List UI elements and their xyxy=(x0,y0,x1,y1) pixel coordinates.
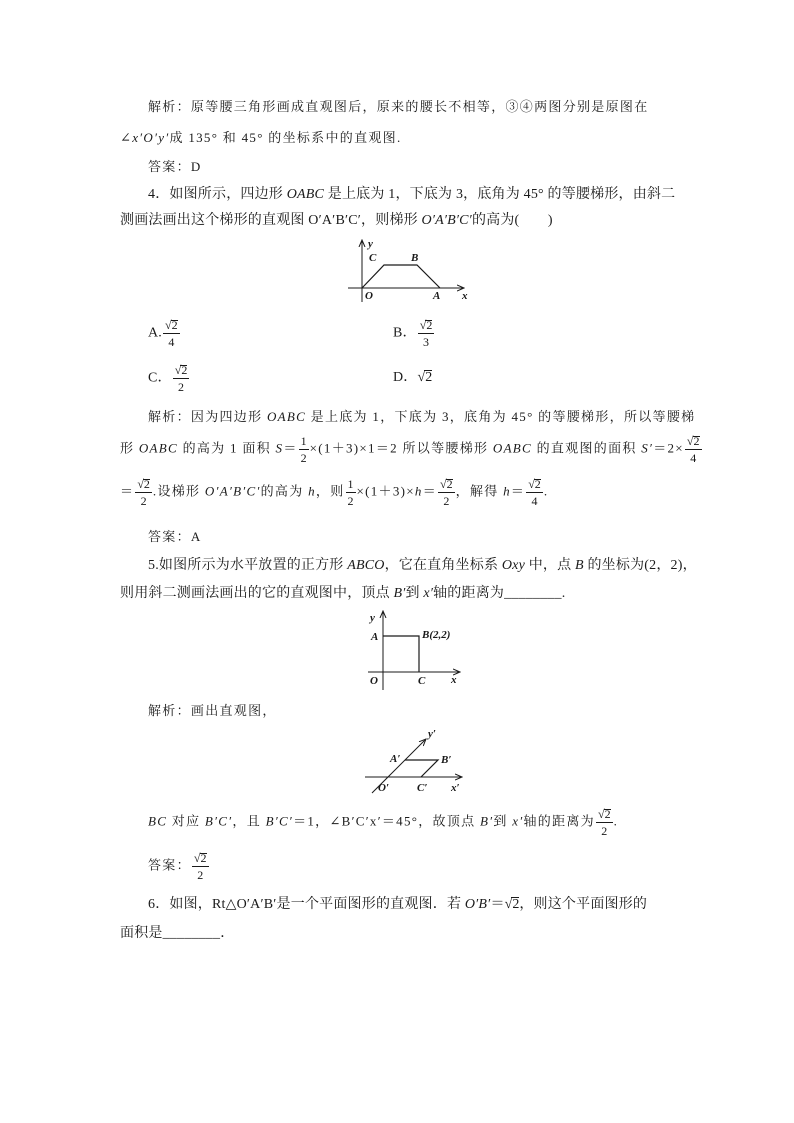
q4-solution-line3 xyxy=(120,477,548,508)
trapezoid-outline xyxy=(362,265,440,288)
text: ＝ xyxy=(490,897,505,912)
text: 的直观图的面积 xyxy=(532,440,642,456)
square-root: √2 xyxy=(528,477,541,491)
text: 5.如图所示为水平放置的正方形 xyxy=(148,558,348,573)
math-variable: x′O′y′ xyxy=(132,130,170,145)
vertex-b-prime-label: B′ xyxy=(441,754,452,766)
x-prime-axis-label: x′ xyxy=(451,782,460,794)
q4-solution-line2 xyxy=(120,434,703,465)
math-variable: h xyxy=(308,483,316,499)
fraction-denominator: 2 xyxy=(140,494,147,508)
text: 4．如图所示，四边形 xyxy=(148,187,287,202)
square-root: √2 xyxy=(419,318,433,332)
y-axis-label: y xyxy=(368,238,373,250)
q4-option-b xyxy=(393,318,435,349)
text: 则用斜二测画法画出的它的直观图中，顶点 xyxy=(120,586,394,601)
text: ，则 xyxy=(315,483,345,499)
text: 的高为( ) xyxy=(471,213,553,228)
square-root: √2 xyxy=(165,318,178,332)
text: ，且 xyxy=(232,813,266,829)
fraction xyxy=(596,807,613,838)
square-root: √2 xyxy=(174,363,188,377)
math-variable: B′C′ xyxy=(265,813,294,829)
q3-solution-line2 xyxy=(120,128,402,148)
text: ＝ xyxy=(510,483,526,499)
text: 到 xyxy=(405,586,424,601)
text: 解析：因为四边形 xyxy=(148,409,267,424)
math-variable: OABC xyxy=(492,440,533,456)
fraction-denominator: 4 xyxy=(531,494,538,508)
vertex-a-label: A xyxy=(433,290,441,302)
text: ，解得 xyxy=(455,483,504,499)
y-prime-axis xyxy=(372,739,426,793)
text: ，它在直角坐标系 xyxy=(384,558,502,573)
text: ∠ xyxy=(120,130,133,145)
fraction-denominator: 4 xyxy=(690,451,697,465)
math-variable: OABC xyxy=(138,440,179,456)
q3-solution-line1: 解析：原等腰三角形画成直观图后，原来的腰长不相等，③④两图分别是原图在 xyxy=(148,99,649,114)
square-root: √2 xyxy=(686,434,700,448)
fraction xyxy=(526,477,543,508)
text: 的高为 1 面积 xyxy=(178,440,276,456)
vertex-b-label: B xyxy=(411,252,419,264)
fraction-numerator xyxy=(685,434,702,450)
q4-option-a xyxy=(148,318,181,349)
fraction-numerator xyxy=(438,477,455,493)
fraction-denominator: 2 xyxy=(347,494,354,508)
text: 6．如图，Rt△O′A′B′是一个平面图形的直观图．若 xyxy=(148,897,465,912)
math-variable: O′B′ xyxy=(464,897,491,912)
vertex-c-label: C xyxy=(418,675,426,687)
math-variable: B xyxy=(575,558,584,573)
text: ，则这个平面图形的 xyxy=(519,897,648,912)
square-root: √2 xyxy=(193,851,207,865)
q4-option-d xyxy=(393,368,432,388)
text: 轴的距离为________. xyxy=(433,586,566,601)
text: 是上底为 1，下底为 3，底角为 45° 的等腰梯形，由斜二 xyxy=(324,187,676,202)
fraction xyxy=(418,318,435,349)
text: 形 xyxy=(120,440,139,456)
vertex-a-label: A xyxy=(371,631,379,643)
text: 中，点 xyxy=(525,558,576,573)
q4-option-c xyxy=(148,363,190,394)
text: ＝ xyxy=(283,440,298,456)
q5-stem-line1 xyxy=(148,556,697,576)
fraction xyxy=(299,434,309,465)
math-variable: OABC xyxy=(286,187,325,202)
text: 对应 xyxy=(167,813,205,829)
q3-answer: 答案：D xyxy=(148,159,202,174)
math-variable: h xyxy=(503,483,511,499)
q6-stem-line2: 面积是________． xyxy=(120,926,235,941)
fraction xyxy=(135,477,152,508)
math-variable: S′ xyxy=(641,440,654,456)
fraction-numerator xyxy=(135,477,152,493)
fraction-denominator: 2 xyxy=(197,868,204,882)
square-root: √2 xyxy=(597,807,611,821)
math-variable: B′ xyxy=(480,813,494,829)
math-variable: O′A′B′C′ xyxy=(204,483,261,499)
vertex-a-prime-label: A′ xyxy=(390,753,401,765)
q5-solution-line2 xyxy=(148,807,618,838)
text: ＝ xyxy=(422,483,438,499)
math-variable: B′ xyxy=(393,586,406,601)
math-variable: Oxy xyxy=(501,558,526,573)
q5-answer xyxy=(148,851,210,882)
option-label: D． xyxy=(393,370,418,385)
fraction-denominator: 2 xyxy=(178,380,185,394)
parallelogram-outline xyxy=(405,760,438,777)
x-axis-label: x xyxy=(451,674,457,686)
q6-stem-line1 xyxy=(148,895,647,915)
math-variable: h xyxy=(414,483,423,499)
vertex-b-label: B(2,2) xyxy=(422,629,451,641)
square-root: √2 xyxy=(440,477,453,491)
q5-stem-line2 xyxy=(120,584,565,604)
text: ＝ xyxy=(120,483,135,499)
fraction-numerator xyxy=(163,318,180,334)
text: 到 xyxy=(493,813,513,829)
text: . xyxy=(543,483,549,499)
trapezoid-figure xyxy=(348,238,468,302)
math-variable: x′ xyxy=(512,813,524,829)
fraction-numerator: 1 xyxy=(347,477,354,491)
text: 轴的距离为 xyxy=(523,813,595,829)
fraction-denominator: 4 xyxy=(168,335,175,349)
text: ×(1＋3)× xyxy=(356,483,415,499)
fraction-denominator: 2 xyxy=(300,451,307,465)
fraction-numerator xyxy=(596,807,613,823)
math-variable: x′ xyxy=(423,586,434,601)
text: . xyxy=(613,813,619,829)
math-variable: S xyxy=(275,440,284,456)
fraction-numerator xyxy=(192,851,209,867)
option-label: C． xyxy=(148,370,172,386)
fraction xyxy=(438,477,455,508)
fraction-numerator: 1 xyxy=(300,434,307,448)
origin-label: O xyxy=(370,675,378,687)
y-axis-label: y xyxy=(370,612,375,624)
fraction-denominator: 2 xyxy=(601,824,608,838)
q4-stem-line1 xyxy=(148,185,675,205)
fraction-numerator xyxy=(526,477,543,493)
vertex-c-prime-label: C′ xyxy=(417,782,428,794)
square-root: √2 xyxy=(137,477,150,491)
fraction-denominator: 2 xyxy=(443,494,450,508)
answer-label: 答案： xyxy=(148,857,191,873)
fraction xyxy=(192,851,209,882)
fraction xyxy=(163,318,180,349)
fraction xyxy=(173,363,190,394)
square-outline xyxy=(383,636,419,672)
origin-label: O xyxy=(365,290,373,302)
text: ＝2× xyxy=(653,440,684,456)
fraction xyxy=(685,434,702,465)
fraction-denominator: 3 xyxy=(423,335,430,349)
vertex-c-label: C xyxy=(369,252,377,264)
fraction xyxy=(346,477,356,508)
text: .设梯形 xyxy=(152,483,205,499)
fraction-numerator xyxy=(418,318,435,334)
text: 的高为 xyxy=(260,483,309,499)
text: 测画法画出这个梯形的直观图 O′A′B′C′，则梯形 xyxy=(120,213,422,228)
math-variable: O′A′B′C′ xyxy=(421,213,472,228)
fraction-numerator xyxy=(173,363,190,379)
square-figure xyxy=(368,611,460,690)
square-root: √2 xyxy=(418,368,433,388)
x-axis-label: x xyxy=(462,290,468,302)
math-variable: BC xyxy=(148,813,168,829)
q4-answer: 答案：A xyxy=(148,529,202,544)
text: ＝1，∠B′C′x′＝45°，故顶点 xyxy=(293,813,480,829)
text: ×(1＋3)×1＝2 所以等腰梯形 xyxy=(309,440,493,456)
y-prime-axis-label: y′ xyxy=(428,728,436,740)
square-root: √2 xyxy=(505,895,520,915)
option-label: B． xyxy=(393,325,417,341)
math-variable: B′C′ xyxy=(204,813,233,829)
q4-solution-line1 xyxy=(148,407,695,427)
q5-solution-line1: 解析：画出直观图， xyxy=(148,703,277,718)
oblique-figure xyxy=(365,728,462,794)
q4-stem-line2 xyxy=(120,211,553,231)
math-variable: OABC xyxy=(266,409,307,424)
math-variable: ABCO xyxy=(347,558,385,573)
option-label: A. xyxy=(148,325,163,341)
origin-prime-label: O′ xyxy=(378,782,390,794)
text: 的坐标为(2，2)， xyxy=(583,558,697,573)
text: 成 135° 和 45° 的坐标系中的直观图. xyxy=(169,130,402,145)
text: 是上底为 1，下底为 3，底角为 45° 的等腰梯形，所以等腰梯 xyxy=(306,409,696,424)
